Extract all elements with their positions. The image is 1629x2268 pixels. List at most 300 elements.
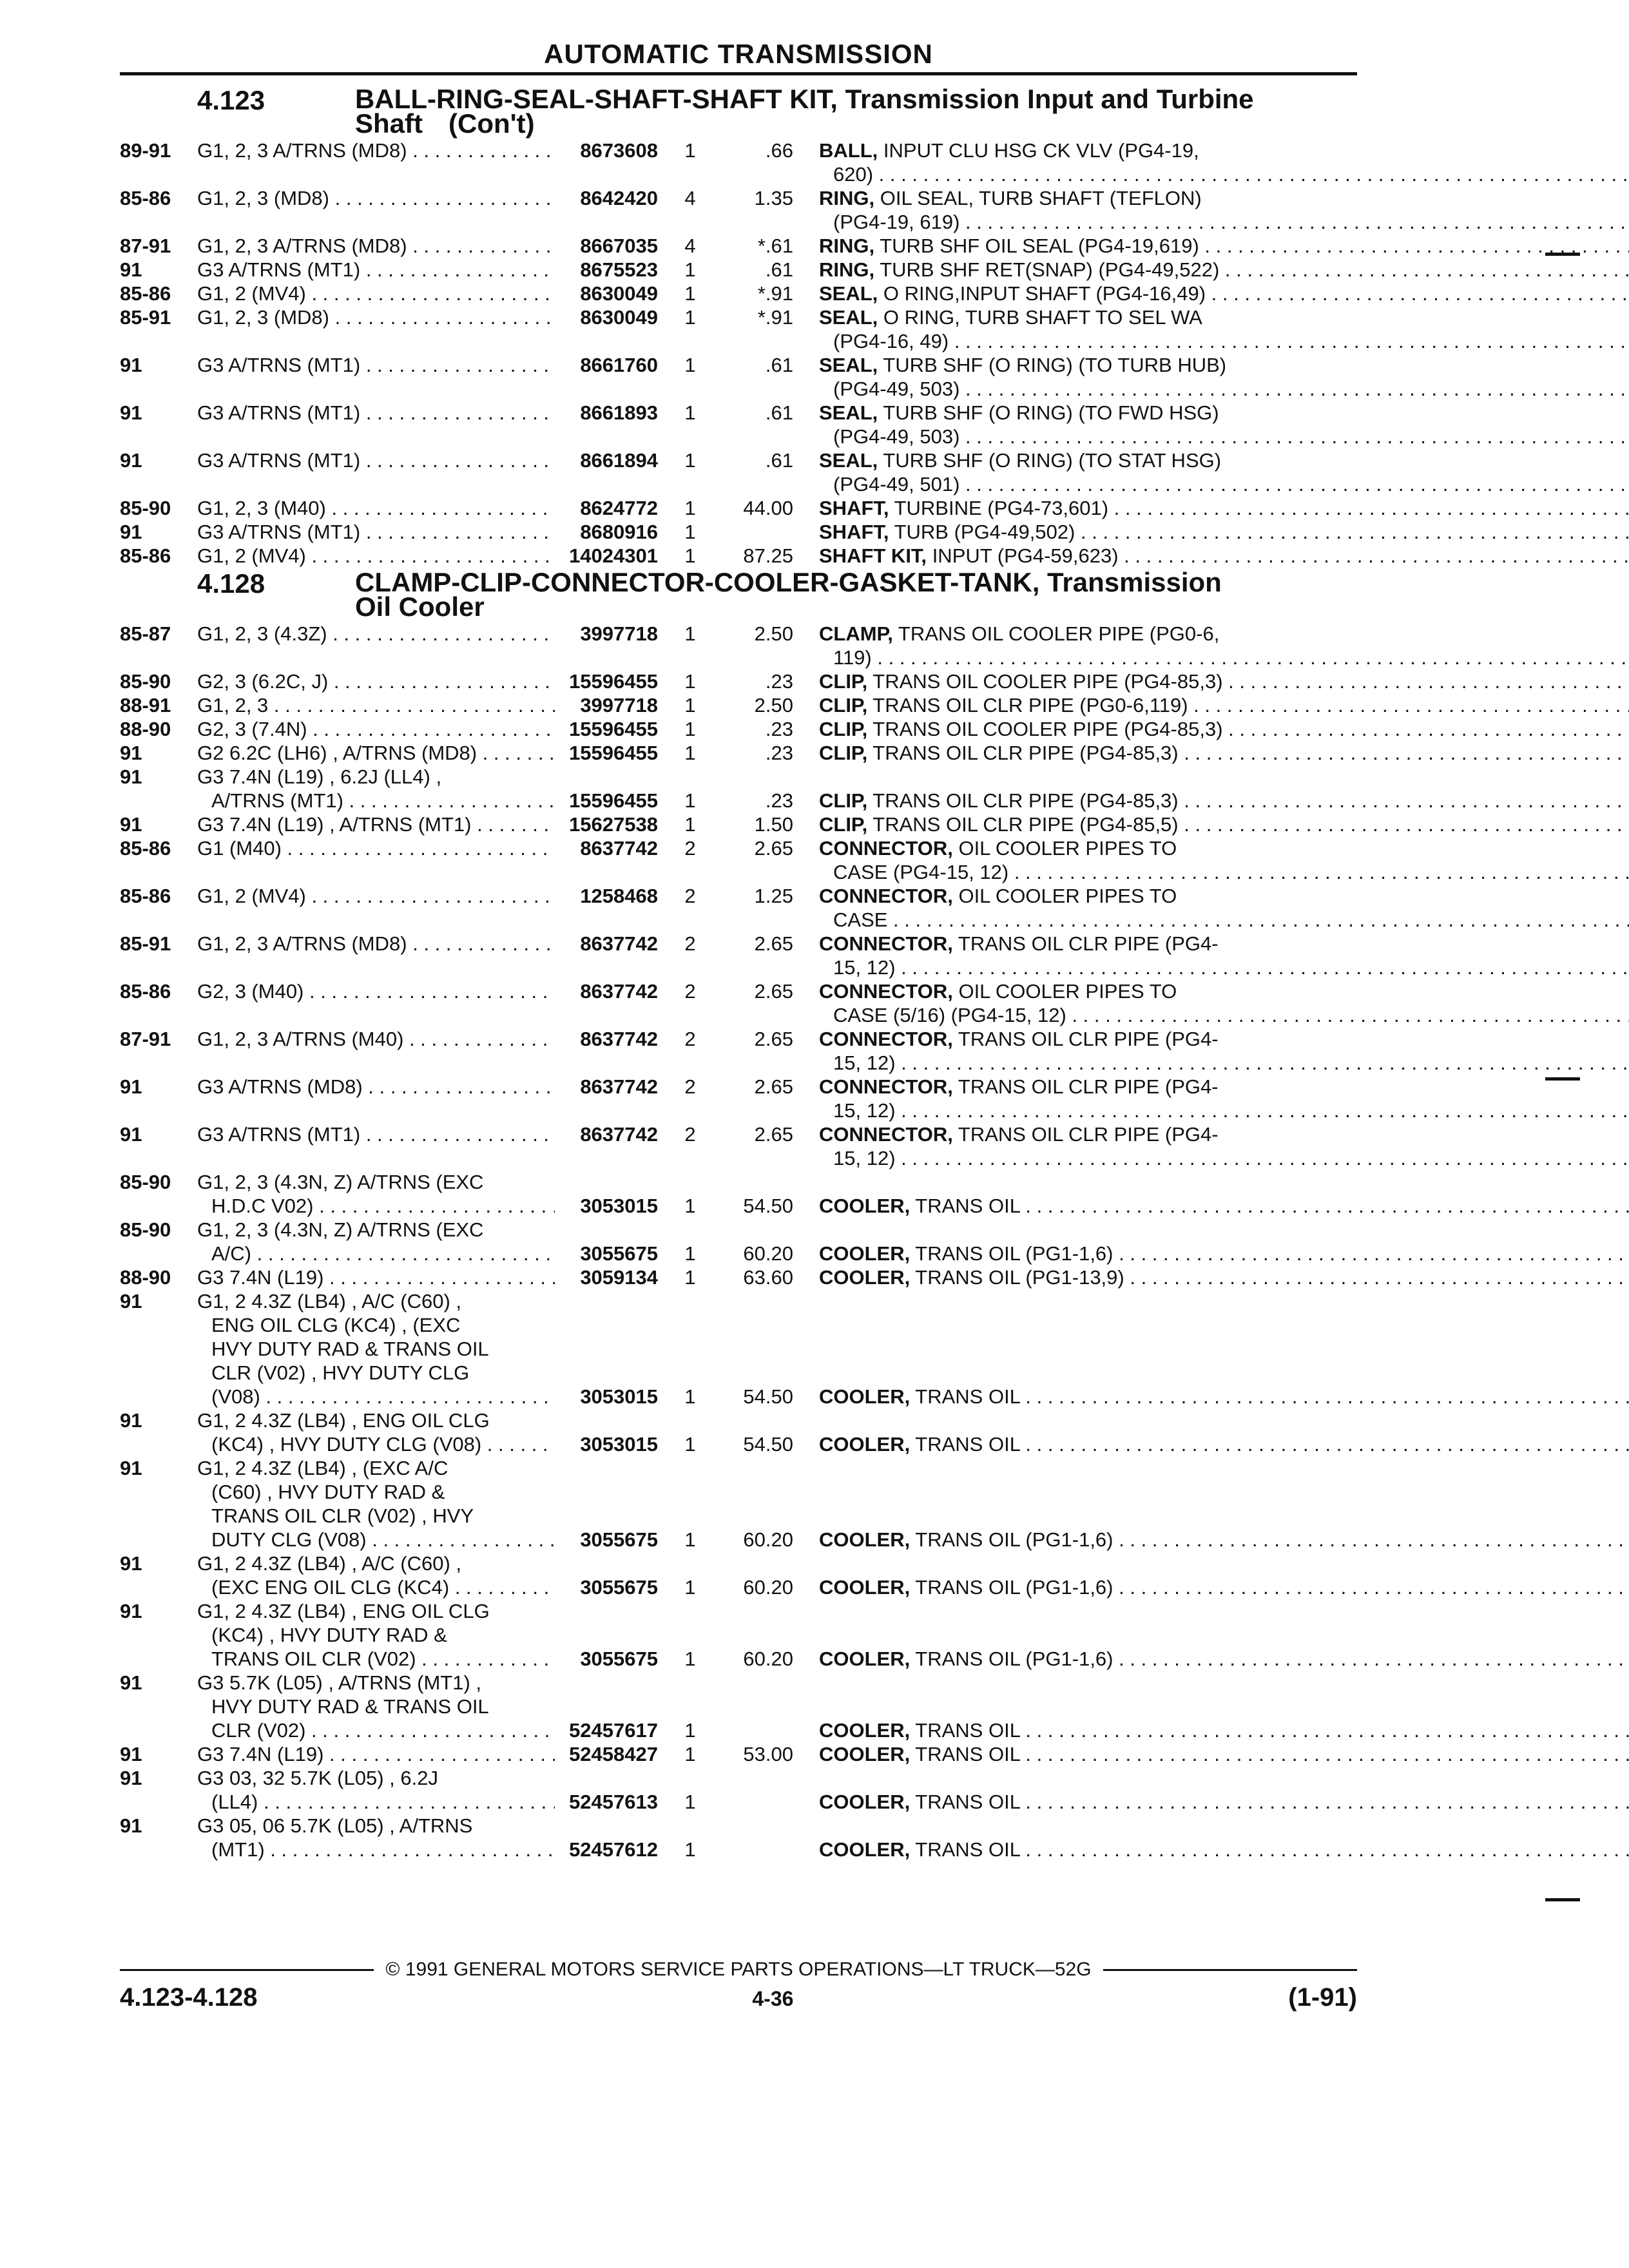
vehicle-application <box>197 1027 555 1051</box>
part-name: COOLER, <box>819 1838 911 1861</box>
vehicle-application <box>197 1814 555 1861</box>
part-number: 8630049 <box>580 282 658 305</box>
list-price: *.61 <box>757 235 793 257</box>
part-description <box>819 979 1629 1027</box>
part-detail: TRANS OIL <box>915 1743 1020 1765</box>
model-years: 85-91 <box>120 932 171 955</box>
application-line: G3 03, 32 5.7K (L05) , 6.2J <box>197 1767 438 1789</box>
table-row <box>120 258 1357 282</box>
description-line <box>819 1075 1629 1099</box>
part-name: COOLER, <box>819 1719 911 1742</box>
model-years: 85-90 <box>120 1218 171 1241</box>
table-row <box>120 520 1357 544</box>
part-number: 8637742 <box>580 1028 658 1050</box>
description-line <box>819 1242 1629 1265</box>
application-line: G1, 2 (MV4) . . . <box>197 884 555 908</box>
application-line: G2, 3 (M40) . . . <box>197 979 555 1003</box>
part-name: CLIP, <box>819 789 868 812</box>
footer-page-number: 4-36 <box>752 1987 794 2010</box>
part-detail: O RING,INPUT SHAFT (PG4-16,49) <box>883 282 1206 305</box>
parts-list <box>120 84 1357 1861</box>
part-detail: TRANS OIL <box>915 1433 1020 1456</box>
quantity: 1 <box>684 521 696 543</box>
footer-rule-left <box>120 1969 374 1971</box>
application-line: G3 A/TRNS (MT1) . . . <box>197 1122 555 1146</box>
vehicle-application <box>197 1265 555 1289</box>
part-number: 8667035 <box>580 235 658 257</box>
application-line: (KC4) , HVY DUTY RAD & <box>211 1624 447 1646</box>
footer-date: (1-91) <box>1288 1983 1357 2012</box>
list-price: .23 <box>765 742 793 764</box>
part-description <box>819 544 1629 568</box>
part-detail: TURB SHF RET(SNAP) (PG4-49,522) <box>880 258 1220 281</box>
description-line <box>819 1385 1629 1408</box>
description-line: (PG4-49, 503) . . . <box>819 425 1629 448</box>
quantity: 1 <box>684 449 696 472</box>
application-line: G3 A/TRNS (MT1) . . . <box>197 520 555 544</box>
list-price: 54.50 <box>743 1433 793 1456</box>
list-price: *.91 <box>757 282 793 305</box>
table-row <box>120 139 1357 186</box>
margin-mark <box>1545 1077 1580 1081</box>
part-detail: INPUT (PG4-59,623) <box>932 544 1119 567</box>
part-name: COOLER, <box>819 1242 911 1265</box>
part-detail: TRANS OIL (PG1-1,6) <box>915 1242 1113 1265</box>
part-name: SHAFT, <box>819 497 889 519</box>
part-number: 3997718 <box>580 694 658 716</box>
part-number: 8637742 <box>580 837 658 860</box>
model-years: 85-90 <box>120 1171 171 1193</box>
list-price: 2.50 <box>754 622 793 645</box>
table-row <box>120 1265 1357 1289</box>
part-description <box>819 186 1629 234</box>
part-number: 8642420 <box>580 187 658 209</box>
list-price: 2.65 <box>754 932 793 955</box>
table-row <box>120 693 1357 717</box>
quantity: 2 <box>684 837 696 860</box>
list-price: .23 <box>765 670 793 693</box>
part-number: 14024301 <box>569 544 658 567</box>
application-line: G1, 2, 3 (M40) . . . <box>197 496 555 520</box>
quantity: 1 <box>684 1791 696 1813</box>
vehicle-application <box>197 622 555 646</box>
list-price: 2.65 <box>754 1075 793 1098</box>
part-number: 52457612 <box>569 1838 658 1861</box>
part-number: 8637742 <box>580 1075 658 1098</box>
quantity: 1 <box>684 622 696 645</box>
description-line <box>819 1265 1629 1289</box>
description-line <box>819 1718 1629 1742</box>
part-detail: TRANS OIL (PG1-13,9) <box>915 1266 1124 1289</box>
application-line: TRANS OIL CLR (V02) , HVY <box>211 1504 474 1527</box>
part-name: COOLER, <box>819 1791 911 1813</box>
part-detail: TRANS OIL <box>915 1838 1020 1861</box>
part-description <box>819 1265 1629 1289</box>
part-name: CONNECTOR, <box>819 980 953 1003</box>
table-row <box>120 234 1357 258</box>
description-line <box>819 496 1629 520</box>
quantity: 2 <box>684 1075 696 1098</box>
list-price: 60.20 <box>743 1648 793 1670</box>
application-line: (MT1) . . . <box>197 1838 555 1861</box>
part-number: 15596455 <box>569 718 658 740</box>
part-description <box>819 234 1629 258</box>
quantity: 4 <box>684 187 696 209</box>
part-number: 15596455 <box>569 670 658 693</box>
model-years: 89-91 <box>120 139 171 162</box>
application-line: G1, 2 4.3Z (LB4) , ENG OIL CLG <box>197 1600 490 1622</box>
part-number: 3055675 <box>580 1576 658 1599</box>
section-title <box>355 84 1357 139</box>
description-line: (PG4-19, 619) . . . <box>819 210 1629 234</box>
model-years: 87-91 <box>120 235 171 257</box>
part-name: SHAFT, <box>819 521 889 543</box>
application-line: TRANS OIL CLR (V02) . . . <box>197 1647 555 1671</box>
list-price: 1.25 <box>754 885 793 907</box>
description-line <box>819 812 1629 836</box>
part-name: CLIP, <box>819 742 868 764</box>
part-name: SEAL, <box>819 449 878 472</box>
list-price: 63.60 <box>743 1266 793 1289</box>
model-years: 91 <box>120 1290 142 1312</box>
description-line <box>819 1742 1629 1766</box>
application-line: CLR (V02) , HVY DUTY CLG <box>211 1361 470 1384</box>
application-line: G1, 2, 3 (4.3N, Z) A/TRNS (EXC <box>197 1218 484 1241</box>
part-description <box>819 1718 1629 1742</box>
quantity: 1 <box>684 1385 696 1408</box>
description-line <box>819 1647 1629 1671</box>
quantity: 1 <box>684 497 696 519</box>
part-number: 15627538 <box>569 813 658 836</box>
section-heading <box>197 567 1357 622</box>
part-number: 8675523 <box>580 258 658 281</box>
vehicle-application <box>197 669 555 693</box>
quantity: 1 <box>684 1528 696 1551</box>
description-line <box>819 305 1629 329</box>
vehicle-application <box>197 186 555 210</box>
part-name: COOLER, <box>819 1385 911 1408</box>
part-name: SEAL, <box>819 354 878 376</box>
list-price: 54.50 <box>743 1195 793 1217</box>
vehicle-application <box>197 401 555 425</box>
model-years: 91 <box>120 521 142 543</box>
part-description <box>819 812 1629 836</box>
application-line: G3 5.7K (L05) , A/TRNS (MT1) , <box>197 1671 482 1694</box>
part-number: 3997718 <box>580 622 658 645</box>
description-line <box>819 1194 1629 1218</box>
footer-rule-right <box>1103 1969 1357 1971</box>
application-line: G3 A/TRNS (MT1) . . . <box>197 401 555 425</box>
description-line <box>819 884 1629 908</box>
part-name: SEAL, <box>819 306 878 329</box>
description-line: (PG4-49, 501) . . . <box>819 472 1629 496</box>
table-row <box>120 812 1357 836</box>
list-price: *.91 <box>757 306 793 329</box>
application-line: G1, 2 (MV4) . . . <box>197 544 555 568</box>
description-line <box>819 622 1629 646</box>
description-line <box>819 693 1629 717</box>
vehicle-application <box>197 1289 555 1408</box>
list-price: 1.35 <box>754 187 793 209</box>
part-number: 8661893 <box>580 401 658 424</box>
part-number: 3053015 <box>580 1385 658 1408</box>
model-years: 85-86 <box>120 544 171 567</box>
table-row <box>120 1742 1357 1766</box>
part-name: CLIP, <box>819 670 868 693</box>
margin-mark <box>1545 1898 1580 1901</box>
part-name: CLIP, <box>819 813 868 836</box>
application-line: (C60) , HVY DUTY RAD & <box>211 1481 445 1503</box>
part-detail: TURB SHF (O RING) (TO TURB HUB) <box>883 354 1227 376</box>
model-years: 87-91 <box>120 1028 171 1050</box>
part-name: CONNECTOR, <box>819 885 953 907</box>
list-price: .23 <box>765 718 793 740</box>
table-row <box>120 1170 1357 1218</box>
table-row <box>120 717 1357 741</box>
part-description <box>819 1742 1629 1766</box>
part-detail: TRANS OIL CLR PIPE (PG4- <box>958 1028 1219 1050</box>
application-line: G1, 2 4.3Z (LB4) , (EXC A/C <box>197 1457 448 1479</box>
part-number: 3053015 <box>580 1195 658 1217</box>
quantity: 4 <box>684 235 696 257</box>
part-name: SHAFT KIT, <box>819 544 927 567</box>
part-name: SEAL, <box>819 282 878 305</box>
description-line <box>819 836 1629 860</box>
vehicle-application <box>197 234 555 258</box>
model-years: 91 <box>120 1123 142 1146</box>
application-line: G1, 2, 3 . . . <box>197 693 555 717</box>
part-detail: TRANS OIL <box>915 1385 1020 1408</box>
description-line <box>819 448 1629 472</box>
description-line: 620) . . . <box>819 162 1629 186</box>
part-number: 8637742 <box>580 932 658 955</box>
model-years: 88-90 <box>120 718 171 740</box>
description-line: 15, 12) . . . <box>819 1146 1629 1170</box>
application-line: G1, 2 4.3Z (LB4) , A/C (C60) , <box>197 1552 462 1575</box>
list-price: 87.25 <box>743 544 793 567</box>
quantity: 1 <box>684 1838 696 1861</box>
list-price: 54.50 <box>743 1385 793 1408</box>
part-description <box>819 496 1629 520</box>
list-price: .61 <box>765 449 793 472</box>
quantity: 1 <box>684 354 696 376</box>
part-detail: TURBINE (PG4-73,601) <box>894 497 1109 519</box>
description-line <box>819 789 1629 812</box>
part-name: COOLER, <box>819 1576 911 1599</box>
list-price: 2.65 <box>754 1028 793 1050</box>
quantity: 1 <box>684 401 696 424</box>
part-description <box>819 741 1629 765</box>
vehicle-application <box>197 353 555 377</box>
page-footer <box>120 1959 1357 2012</box>
vehicle-application <box>197 693 555 717</box>
part-detail: TRANS OIL CLR PIPE (PG4- <box>958 1123 1219 1146</box>
application-line: G3 05, 06 5.7K (L05) , A/TRNS <box>197 1814 473 1837</box>
list-price: 53.00 <box>743 1743 793 1765</box>
part-number: 8637742 <box>580 1123 658 1146</box>
section-title-rest: Transmission <box>1039 567 1222 597</box>
application-line: (V08) . . . <box>197 1385 555 1408</box>
table-row <box>120 1456 1357 1552</box>
vehicle-application <box>197 520 555 544</box>
part-name: RING, <box>819 258 875 281</box>
part-number: 3055675 <box>580 1648 658 1670</box>
application-line: G3 A/TRNS (MT1) . . . <box>197 258 555 282</box>
table-row <box>120 496 1357 520</box>
part-name: CONNECTOR, <box>819 1075 953 1098</box>
description-line <box>819 669 1629 693</box>
quantity: 1 <box>684 1266 696 1289</box>
model-years: 91 <box>120 258 142 281</box>
quantity: 1 <box>684 1719 696 1742</box>
part-detail: TRANS OIL <box>915 1719 1020 1742</box>
part-number: 3055675 <box>580 1242 658 1265</box>
part-detail: OIL COOLER PIPES TO <box>958 885 1177 907</box>
description-line <box>819 741 1629 765</box>
list-price: 60.20 <box>743 1528 793 1551</box>
list-price: 1.50 <box>754 813 793 836</box>
part-detail: OIL COOLER PIPES TO <box>958 837 1177 860</box>
part-detail: TRANS OIL (PG1-1,6) <box>915 1528 1113 1551</box>
part-detail: TRANS OIL CLR PIPE (PG4- <box>958 932 1219 955</box>
table-row <box>120 448 1357 496</box>
description-line <box>819 234 1629 258</box>
part-number: 52457617 <box>569 1719 658 1742</box>
list-price: .23 <box>765 789 793 812</box>
part-number: 3059134 <box>580 1266 658 1289</box>
quantity: 1 <box>684 718 696 740</box>
part-detail: TURB SHF (O RING) (TO STAT HSG) <box>883 449 1222 472</box>
part-description <box>819 1075 1629 1122</box>
footer-section-range: 4.123-4.128 <box>120 1983 258 2012</box>
application-line: G1, 2 4.3Z (LB4) , A/C (C60) , <box>197 1290 462 1312</box>
application-line: DUTY CLG (V08) . . . <box>197 1528 555 1552</box>
description-line: 15, 12) . . . <box>819 956 1629 979</box>
table-row <box>120 401 1357 448</box>
table-row <box>120 1552 1357 1599</box>
description-line: CASE (PG4-15, 12) . . . <box>819 860 1629 884</box>
part-description <box>819 139 1629 186</box>
vehicle-application <box>197 884 555 908</box>
part-description <box>819 1122 1629 1170</box>
part-number: 1258468 <box>580 885 658 907</box>
application-line: (KC4) , HVY DUTY CLG (V08) . . . <box>197 1432 555 1456</box>
part-description <box>819 789 1629 812</box>
part-detail: TRANS OIL <box>915 1791 1020 1813</box>
description-line <box>819 353 1629 377</box>
vehicle-application <box>197 1742 555 1766</box>
part-description <box>819 717 1629 741</box>
application-line: G1, 2, 3 A/TRNS (MD8) . . . <box>197 932 555 956</box>
section-title-rest: KIT, Transmission Input and Turbine <box>782 84 1254 114</box>
quantity: 1 <box>684 1743 696 1765</box>
model-years: 85-86 <box>120 980 171 1003</box>
part-detail: TRANS OIL CLR PIPE (PG4-85,5) <box>872 813 1179 836</box>
part-name: CONNECTOR, <box>819 1028 953 1050</box>
application-line: A/C) . . . <box>197 1242 555 1265</box>
model-years: 91 <box>120 1743 142 1765</box>
description-line: 15, 12) . . . <box>819 1051 1629 1075</box>
application-line: G1, 2, 3 A/TRNS (M40) . . . <box>197 1027 555 1051</box>
list-price: 60.20 <box>743 1576 793 1599</box>
quantity: 2 <box>684 1123 696 1146</box>
list-price: 44.00 <box>743 497 793 519</box>
description-line <box>819 1432 1629 1456</box>
application-line: G3 A/TRNS (MD8) . . . <box>197 1075 555 1099</box>
part-number: 8637742 <box>580 980 658 1003</box>
vehicle-application <box>197 836 555 860</box>
part-description <box>819 1242 1629 1265</box>
part-detail: OIL SEAL, TURB SHAFT (TEFLON) <box>880 187 1202 209</box>
model-years: 85-91 <box>120 306 171 329</box>
part-name: COOLER, <box>819 1195 911 1217</box>
table-row <box>120 1289 1357 1408</box>
part-name: SEAL, <box>819 401 878 424</box>
list-price: .66 <box>765 139 793 162</box>
model-years: 85-86 <box>120 282 171 305</box>
list-price: .61 <box>765 354 793 376</box>
part-detail: TRANS OIL COOLER PIPE (PG0-6, <box>898 622 1220 645</box>
part-name: CONNECTOR, <box>819 837 953 860</box>
part-name: CLIP, <box>819 694 868 716</box>
quantity: 1 <box>684 1648 696 1670</box>
part-name: RING, <box>819 235 875 257</box>
quantity: 2 <box>684 1028 696 1050</box>
application-line: G1, 2, 3 (MD8) . . . <box>197 305 555 329</box>
part-detail: INPUT CLU HSG CK VLV (PG4-19, <box>883 139 1199 162</box>
vehicle-application <box>197 1671 555 1742</box>
table-row <box>120 353 1357 401</box>
vehicle-application <box>197 717 555 741</box>
model-years: 91 <box>120 1409 142 1432</box>
vehicle-application <box>197 448 555 472</box>
part-number: 15596455 <box>569 789 658 812</box>
part-description <box>819 622 1629 669</box>
application-line: G1, 2, 3 (4.3Z) . . . <box>197 622 555 646</box>
application-line: G1, 2 (MV4) . . . <box>197 282 555 305</box>
application-line: G3 7.4N (L19) , A/TRNS (MT1) . . . <box>197 812 555 836</box>
description-line: 119) . . . <box>819 646 1629 669</box>
part-description <box>819 693 1629 717</box>
part-detail: TURB SHF (O RING) (TO FWD HSG) <box>883 401 1219 424</box>
quantity: 1 <box>684 789 696 812</box>
part-detail: TRANS OIL CLR PIPE (PG0-6,119) <box>872 694 1188 716</box>
model-years: 85-86 <box>120 187 171 209</box>
vehicle-application <box>197 979 555 1003</box>
application-line: G3 7.4N (L19) . . . <box>197 1265 555 1289</box>
section-heading <box>197 84 1357 139</box>
vehicle-application <box>197 1075 555 1099</box>
part-description <box>819 258 1629 282</box>
model-years: 91 <box>120 1075 142 1098</box>
quantity: 1 <box>684 282 696 305</box>
description-line <box>819 1528 1629 1552</box>
model-years: 85-87 <box>120 622 171 645</box>
description-line <box>819 258 1629 282</box>
model-years: 91 <box>120 813 142 836</box>
application-line: G1, 2, 3 A/TRNS (MD8) . . . <box>197 234 555 258</box>
table-row <box>120 979 1357 1027</box>
header-rule <box>120 72 1357 75</box>
table-row <box>120 884 1357 932</box>
model-years: 91 <box>120 1671 142 1694</box>
part-detail: TURB (PG4-49,502) <box>894 521 1075 543</box>
part-description <box>819 1385 1629 1408</box>
table-row <box>120 305 1357 353</box>
part-detail: TRANS OIL COOLER PIPE (PG4-85,3) <box>872 670 1223 693</box>
part-number: 15596455 <box>569 742 658 764</box>
model-years: 91 <box>120 1552 142 1575</box>
